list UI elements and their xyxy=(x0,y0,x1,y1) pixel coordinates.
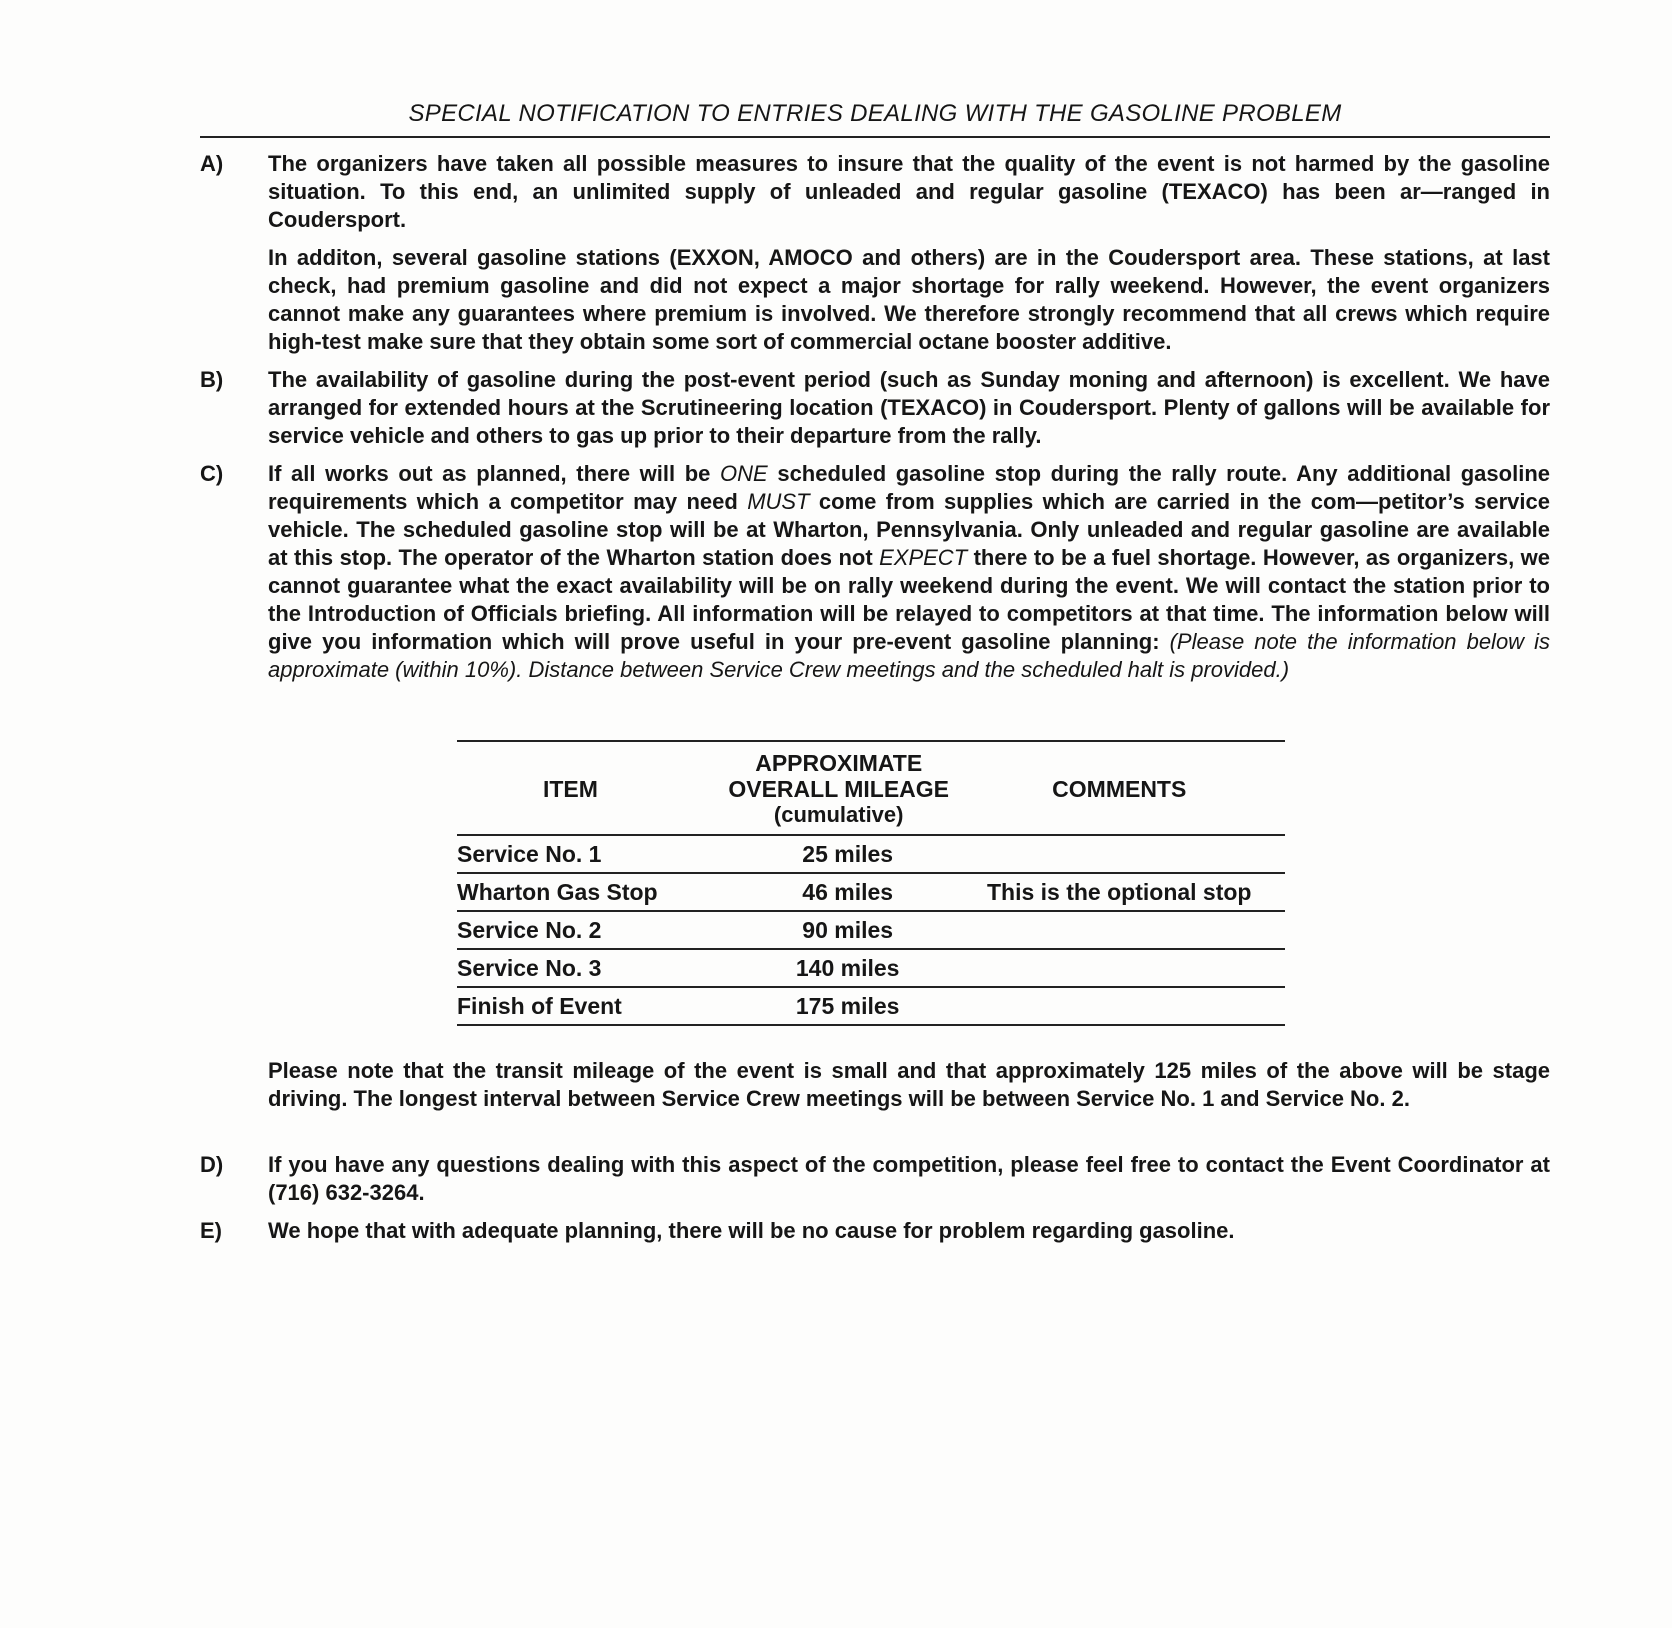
section-d-marker: D) xyxy=(200,1152,224,1177)
header-comments: COMMENTS xyxy=(953,741,1285,835)
table-header-row xyxy=(457,741,1285,835)
row-comment xyxy=(953,949,1285,987)
row-comment xyxy=(953,911,1285,949)
section-c-after-table: Please note that the transit mileage of the event is small and that approximately 125 miles of the above will be stage driving. The longest interval between Service Crew meetings will be between Service No. 1 and Service No. 2. xyxy=(268,1058,1550,1111)
row-item: Service No. 1 xyxy=(457,835,724,873)
section-e-paragraph: We hope that with adequate planning, there will be no cause for problem regarding gasoline. xyxy=(268,1218,1235,1243)
row-item: Finish of Event xyxy=(457,987,724,1025)
section-a-paragraph-1: The organizers have taken all possible measures to insure that the quality of the event is not harmed by the gasoline situation. To this end, an unlimited supply of unleaded and regular gasoline (TEXACO) has been ar—ranged in Coudersport. xyxy=(268,151,1550,232)
section-c-emphasis-must: MUST xyxy=(747,489,810,514)
header-mileage-line-3: (cumulative) xyxy=(773,802,904,827)
row-mileage: 175 miles xyxy=(724,987,954,1025)
section-c-marker: C) xyxy=(200,461,224,486)
row-comment xyxy=(953,987,1285,1025)
section-b-paragraph: The availability of gasoline during the post-event period (such as Sunday moning and afternoon) is excellent. We have arranged for extended hours at the Scrutineering location (TEXACO) in Coudersport. Plenty of gallons will be available for service vehicle and others to gas up prior to their departure from the rally. xyxy=(268,367,1550,448)
table-row xyxy=(457,987,1285,1025)
row-mileage: 140 miles xyxy=(724,949,954,987)
header-mileage xyxy=(724,741,954,835)
row-comment: This is the optional stop xyxy=(953,873,1285,911)
section-c-note: (Please note the information below is approximate (within 10%). Distance between Service Crew meetings and the scheduled halt is provided.) xyxy=(268,629,1550,682)
row-item: Service No. 3 xyxy=(457,949,724,987)
header-item: ITEM xyxy=(457,741,724,835)
section-e-marker: E) xyxy=(200,1218,222,1243)
row-mileage: 46 miles xyxy=(724,873,954,911)
row-item: Wharton Gas Stop xyxy=(457,873,724,911)
section-c-text-4: there to be a fuel shortage. However, as organizers, we cannot guarantee what the exact availability will be on rally weekend during the event. We will contact the station prior to the Introduction of Officials briefing. All information will be relayed to competitors at that time. The information below will give you information which will prove useful in your pre-event gasoline planning: xyxy=(268,545,1550,654)
section-a-paragraph-2: In additon, several gasoline stations (EXXON, AMOCO and others) are in the Coudersport area. These stations, at last check, had premium gasoline and did not expect a major shortage for rally weekend. However, the event organizers cannot make any guarantees where premium is involved. We therefore strongly recommend that all crews which require high-test make sure that they obtain some sort of commercial octane booster additive. xyxy=(268,245,1550,354)
section-c-text-1: If all works out as planned, there will be xyxy=(268,461,721,486)
page-title: SPECIAL NOTIFICATION TO ENTRIES DEALING WITH THE GASOLINE PROBLEM xyxy=(408,100,1342,127)
table-row xyxy=(457,873,1285,911)
row-item: Service No. 2 xyxy=(457,911,724,949)
table-row xyxy=(457,835,1285,873)
table-row xyxy=(457,949,1285,987)
section-a-marker: A) xyxy=(200,151,224,176)
section-c-emphasis-expect: EXPECT xyxy=(879,545,968,570)
row-mileage: 25 miles xyxy=(724,835,954,873)
row-comment xyxy=(953,835,1285,873)
section-c-text-3: come from supplies which are carried in the com—petitor’s service vehicle. The scheduled gasoline stop will be at Wharton, Pennsylvania. Only unleaded and regular gasoline are available at this stop. The operator of the Wharton station does not xyxy=(268,489,1550,570)
section-d-paragraph: If you have any questions dealing with this aspect of the competition, please feel free to contact the Event Coordinator at (716) 632-3264. xyxy=(268,1152,1550,1205)
section-c-paragraph xyxy=(268,460,1550,684)
mileage-table xyxy=(457,740,1285,1026)
header-mileage-line-2: OVERALL MILEAGE xyxy=(728,776,950,802)
row-mileage: 90 miles xyxy=(724,911,954,949)
table-row xyxy=(457,911,1285,949)
section-c-text-2: scheduled gasoline stop during the rally route. Any additional gasoline requirements which a competitor may need xyxy=(268,461,1550,514)
section-c-emphasis-one: ONE xyxy=(720,461,768,486)
header-mileage-line-1: APPROXIMATE xyxy=(755,750,923,776)
section-b-marker: B) xyxy=(200,367,224,392)
title-divider xyxy=(200,136,1550,138)
